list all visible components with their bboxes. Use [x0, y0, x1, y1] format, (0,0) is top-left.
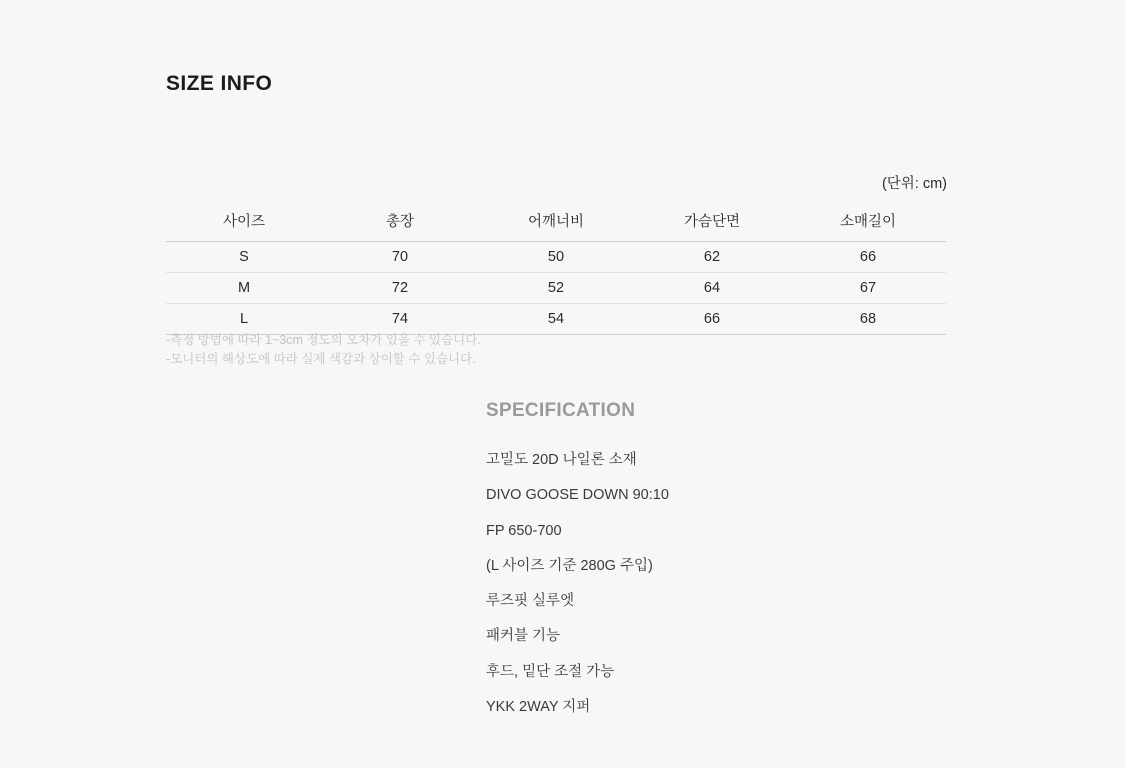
cell-chest: 62 [634, 242, 790, 273]
specification-line: 패커블 기능 [486, 628, 561, 645]
cell-chest: 66 [634, 304, 790, 335]
size-info-title: SIZE INFO [166, 72, 273, 95]
specification-line: 고밀도 20D 나일론 소재 [486, 452, 637, 468]
column-header-sleeve-length: 소매길이 [790, 203, 946, 242]
size-notes [166, 331, 481, 370]
specification-line: YKK 2WAY 지퍼 [486, 698, 591, 715]
table-row [166, 273, 946, 304]
column-header-chest: 가슴단면 [634, 203, 790, 242]
cell-size: M [166, 273, 322, 304]
column-header-total-length: 총장 [322, 203, 478, 242]
specification-line: DIVO GOOSE DOWN 90:10 [486, 487, 669, 504]
specification-block [486, 400, 669, 719]
cell-total-length: 72 [322, 273, 478, 304]
size-note-line: -모니터의 해상도에 따라 실제 색감과 상이할 수 있습니다. [166, 352, 476, 367]
cell-shoulder-width: 54 [478, 304, 634, 335]
cell-size: S [166, 242, 322, 273]
specification-line: (L 사이즈 기준 280G 주입) [486, 557, 653, 574]
column-header-shoulder-width: 어깨너비 [478, 203, 634, 242]
cell-shoulder-width: 50 [478, 242, 634, 273]
cell-shoulder-width: 52 [478, 273, 634, 304]
table-row [166, 242, 946, 273]
size-table [166, 203, 946, 335]
specification-title: SPECIFICATION [486, 400, 636, 421]
cell-chest: 64 [634, 273, 790, 304]
cell-sleeve-length: 67 [790, 273, 946, 304]
specification-line: FP 650-700 [486, 522, 562, 539]
table-header-row [166, 203, 946, 242]
specification-line: 루즈핏 실루엣 [486, 593, 575, 609]
size-unit-note: (단위: cm) [881, 176, 947, 192]
cell-total-length: 70 [322, 242, 478, 273]
cell-sleeve-length: 66 [790, 242, 946, 273]
column-header-size: 사이즈 [166, 203, 322, 242]
table-row [166, 304, 946, 335]
specification-line: 후드, 밑단 조절 가능 [486, 663, 615, 680]
size-note-line: -측정 방법에 따라 1~3cm 정도의 오차가 있을 수 있습니다. [166, 333, 481, 347]
cell-total-length: 74 [322, 304, 478, 335]
cell-sleeve-length: 68 [790, 304, 946, 335]
cell-size: L [166, 304, 322, 335]
